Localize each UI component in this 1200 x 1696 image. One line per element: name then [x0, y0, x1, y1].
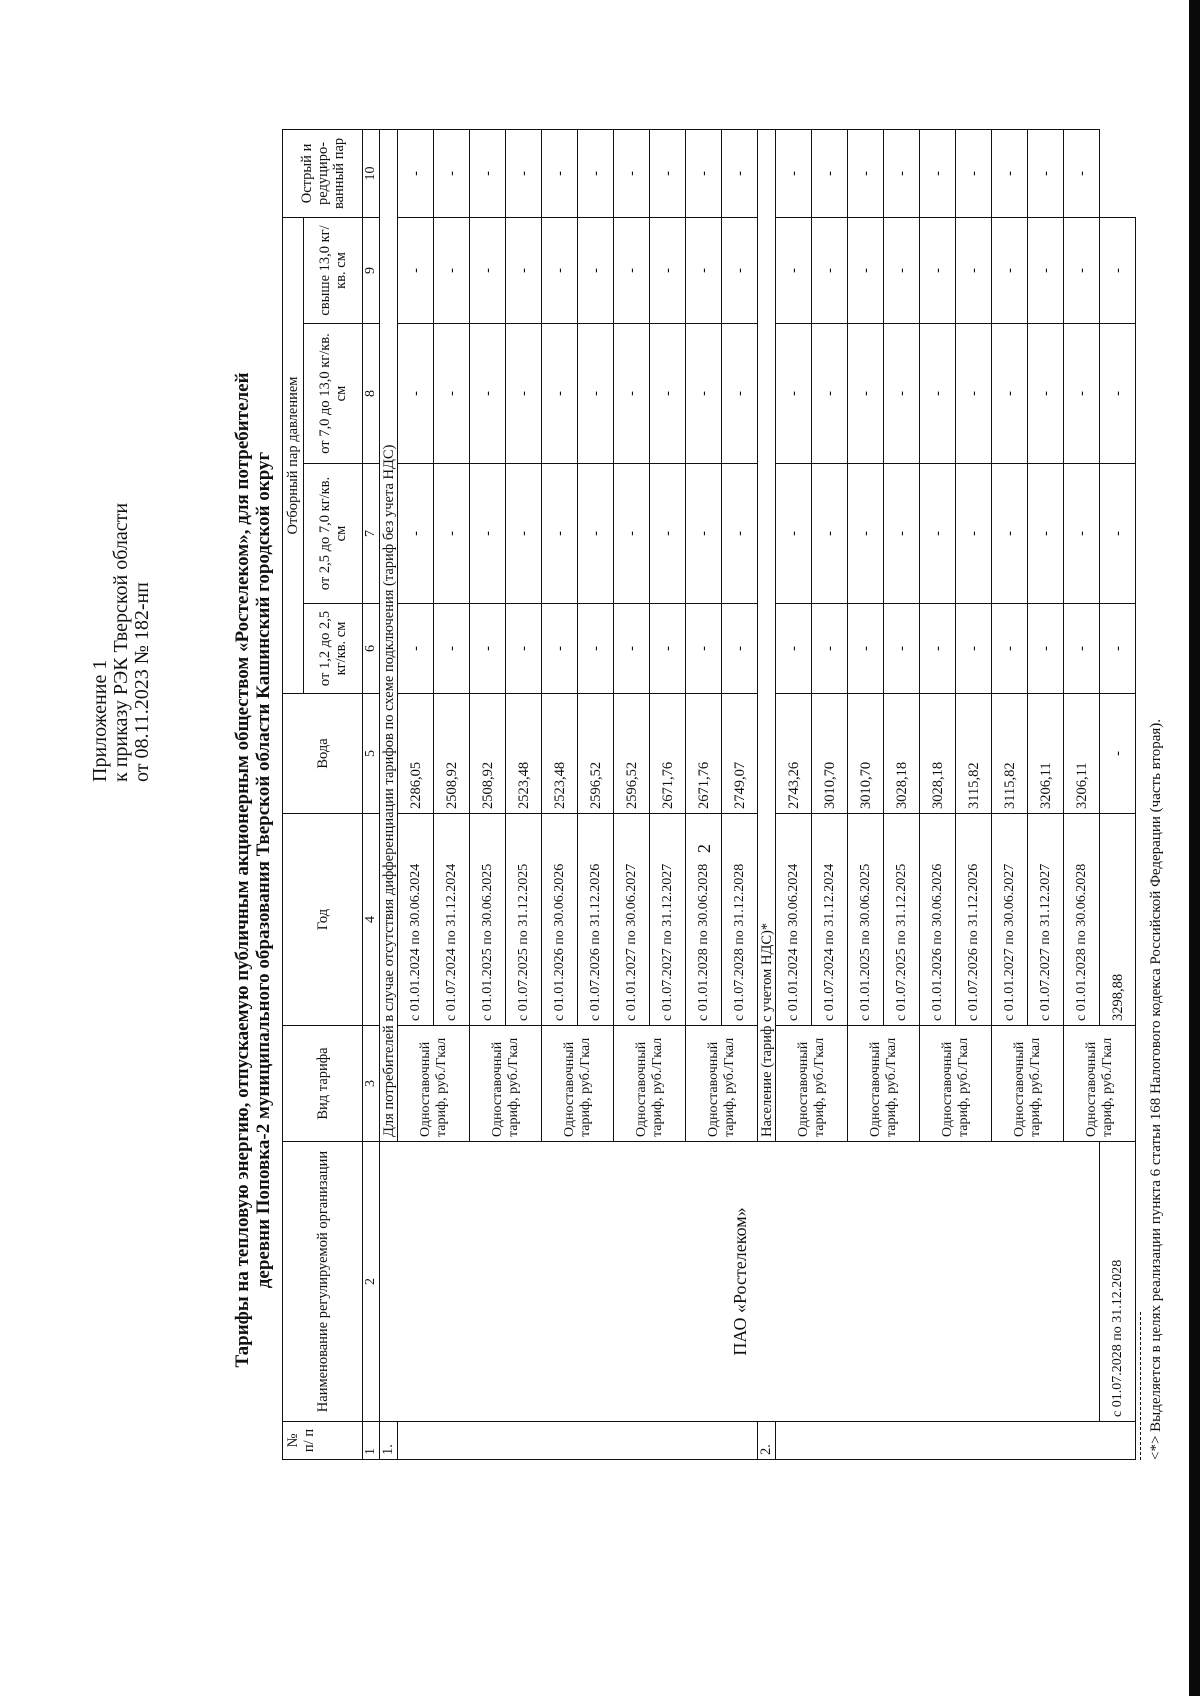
water-tariff: 2523,48 — [506, 694, 542, 814]
water-tariff: 3028,18 — [884, 694, 920, 814]
steam-tariff-dash: - — [722, 324, 758, 464]
tariff-period: с 01.07.2025 по 31.12.2025 — [506, 814, 542, 1026]
steam-tariff-dash: - — [920, 604, 956, 694]
steam-tariff-dash: - — [776, 129, 812, 217]
steam-tariff-dash: - — [650, 464, 686, 604]
annex-block — [90, 262, 153, 782]
col-number: 2 — [363, 1142, 380, 1422]
tariff-kind: Одноставочный тариф, руб./Гкал — [398, 1026, 470, 1142]
steam-tariff-dash: - — [578, 604, 614, 694]
col-number: 8 — [363, 324, 380, 464]
steam-tariff-dash: - — [650, 129, 686, 217]
steam-tariff-dash: - — [722, 604, 758, 694]
annex-line-3: от 08.11.2023 № 182-нп — [131, 582, 153, 782]
steam-tariff-dash: - — [686, 604, 722, 694]
steam-tariff-dash: - — [1100, 604, 1136, 694]
steam-tariff-dash: - — [956, 217, 992, 323]
steam-tariff-dash: - — [470, 604, 506, 694]
water-tariff: 2508,92 — [470, 694, 506, 814]
header-water: Вода — [283, 694, 363, 814]
header-org: Наименование регулируемой организации — [283, 1142, 363, 1422]
footnote: <*> Выделяется в целях реализации пункта 6 статьи 168 Налогового кодекса Российской Федерации (часть вторая). — [1148, 718, 1164, 1460]
steam-tariff-dash: - — [848, 129, 884, 217]
steam-tariff-dash: - — [1064, 129, 1100, 217]
tariff-period: с 01.07.2028 по 31.12.2028 — [722, 814, 758, 1026]
steam-tariff-dash: - — [722, 464, 758, 604]
header-sharp-steam: Острый и редуциро-ванный пар — [283, 129, 363, 217]
tariff-table — [282, 129, 1136, 1460]
tariff-period: с 01.07.2028 по 31.12.2028 — [1100, 1142, 1136, 1422]
steam-tariff-dash: - — [398, 217, 434, 323]
tariff-period: с 01.07.2027 по 31.12.2027 — [1028, 814, 1064, 1026]
steam-tariff-dash: - — [614, 217, 650, 323]
steam-tariff-dash: - — [614, 464, 650, 604]
header-pressure-1: от 1,2 до 2,5 кг/кв. см — [304, 604, 363, 694]
water-tariff: 2743,26 — [776, 694, 812, 814]
scan-edge-bar — [1189, 0, 1200, 1696]
column-number-row — [363, 129, 380, 1459]
steam-tariff-dash: - — [1064, 464, 1100, 604]
col-number: 4 — [363, 814, 380, 1026]
steam-tariff-dash: - — [470, 129, 506, 217]
steam-tariff-dash: - — [542, 217, 578, 323]
col-number: 7 — [363, 464, 380, 604]
annex-line-1: Приложение 1 — [89, 659, 111, 782]
tariff-kind: Одноставочный тариф, руб./Гкал — [686, 1026, 758, 1142]
water-tariff: 2508,92 — [434, 694, 470, 814]
steam-tariff-dash: - — [884, 324, 920, 464]
steam-tariff-dash: - — [1100, 217, 1136, 323]
steam-tariff-dash: - — [848, 464, 884, 604]
tariff-period: с 01.07.2025 по 31.12.2025 — [884, 814, 920, 1026]
tariff-kind: Одноставочный тариф, руб./Гкал — [776, 1026, 848, 1142]
steam-tariff-dash: - — [650, 604, 686, 694]
steam-tariff-dash: - — [1028, 324, 1064, 464]
water-tariff: 3298,88 — [1100, 814, 1136, 1026]
steam-tariff-dash: - — [884, 217, 920, 323]
tariff-period: с 01.01.2026 по 30.06.2026 — [920, 814, 956, 1026]
steam-tariff-dash: - — [686, 324, 722, 464]
steam-tariff-dash: - — [920, 324, 956, 464]
steam-tariff-dash: - — [434, 324, 470, 464]
water-tariff: 3206,11 — [1064, 694, 1100, 814]
steam-tariff-dash: - — [1100, 464, 1136, 604]
steam-tariff-dash: - — [434, 604, 470, 694]
steam-tariff-dash: - — [506, 324, 542, 464]
steam-tariff-dash: - — [920, 129, 956, 217]
steam-tariff-dash: - — [614, 324, 650, 464]
header-pressure-2: от 2,5 до 7,0 кг/кв. см — [304, 464, 363, 604]
water-tariff: 2523,48 — [542, 694, 578, 814]
steam-tariff-dash: - — [722, 217, 758, 323]
tariff-period: с 01.07.2024 по 31.12.2024 — [812, 814, 848, 1026]
water-tariff: 3206,11 — [1028, 694, 1064, 814]
steam-tariff-dash: - — [812, 604, 848, 694]
section-number: 1. — [380, 1422, 398, 1460]
steam-tariff-dash: - — [542, 464, 578, 604]
steam-tariff-dash: - — [956, 129, 992, 217]
steam-tariff-dash: - — [1100, 694, 1136, 814]
steam-tariff-dash: - — [578, 324, 614, 464]
tariff-period: с 01.01.2026 по 30.06.2026 — [542, 814, 578, 1026]
steam-tariff-dash: - — [776, 604, 812, 694]
steam-tariff-dash: - — [956, 464, 992, 604]
tariff-kind: Одноставочный тариф, руб./Гкал — [542, 1026, 614, 1142]
steam-tariff-dash: - — [776, 217, 812, 323]
header-year: Год — [283, 814, 363, 1026]
steam-tariff-dash: - — [992, 217, 1028, 323]
tariff-kind: Одноставочный тариф, руб./Гкал — [1064, 1026, 1136, 1142]
steam-tariff-dash: - — [992, 129, 1028, 217]
steam-tariff-dash: - — [650, 324, 686, 464]
steam-tariff-dash: - — [1100, 324, 1136, 464]
steam-tariff-dash: - — [992, 464, 1028, 604]
title-line-2: деревни Поповка-2 муниципального образования Тверской области Кашинский городской округ — [253, 451, 274, 1289]
steam-tariff-dash: - — [434, 464, 470, 604]
row-number-blank — [398, 1422, 758, 1460]
steam-tariff-dash: - — [398, 129, 434, 217]
col-number: 1 — [363, 1422, 380, 1460]
water-tariff: 3115,82 — [992, 694, 1028, 814]
tariff-period: с 01.07.2026 по 31.12.2026 — [956, 814, 992, 1026]
tariff-period: с 01.07.2027 по 31.12.2027 — [650, 814, 686, 1026]
title-line-1: Тарифы на тепловую энергию, отпускаемую публичным акционерным обществом «Ростелеком», для потребителей — [232, 372, 253, 1368]
section-label: Население (тариф с учетом НДС)* — [758, 129, 776, 1141]
section-number: 2. — [758, 1422, 776, 1460]
header-pressure-3: от 7,0 до 13,0 кг/кв. см — [304, 324, 363, 464]
water-tariff: 3010,70 — [848, 694, 884, 814]
col-number: 3 — [363, 1026, 380, 1142]
steam-tariff-dash: - — [686, 217, 722, 323]
water-tariff: 3115,82 — [956, 694, 992, 814]
steam-tariff-dash: - — [506, 129, 542, 217]
steam-tariff-dash: - — [884, 129, 920, 217]
steam-tariff-dash: - — [686, 129, 722, 217]
organization-name: ПАО «Ростелеком» — [380, 1142, 1100, 1422]
tariff-period: с 01.01.2027 по 30.06.2027 — [992, 814, 1028, 1026]
steam-tariff-dash: - — [542, 604, 578, 694]
steam-tariff-dash: - — [848, 324, 884, 464]
steam-tariff-dash: - — [470, 324, 506, 464]
steam-tariff-dash: - — [578, 217, 614, 323]
tariff-period: с 01.01.2024 по 30.06.2024 — [398, 814, 434, 1026]
steam-tariff-dash: - — [1064, 324, 1100, 464]
water-tariff: 2671,76 — [686, 694, 722, 814]
steam-tariff-dash: - — [992, 604, 1028, 694]
steam-tariff-dash: - — [956, 324, 992, 464]
tariff-period: с 01.01.2028 по 30.06.2028 — [1064, 814, 1100, 1026]
steam-tariff-dash: - — [506, 604, 542, 694]
tariff-period: с 01.01.2025 по 30.06.2025 — [848, 814, 884, 1026]
steam-tariff-dash: - — [434, 129, 470, 217]
steam-tariff-dash: - — [506, 217, 542, 323]
steam-tariff-dash: - — [614, 129, 650, 217]
steam-tariff-dash: - — [542, 324, 578, 464]
steam-tariff-dash: - — [1028, 604, 1064, 694]
steam-tariff-dash: - — [1064, 604, 1100, 694]
steam-tariff-dash: - — [920, 464, 956, 604]
header-steam-group: Отборный пар давлением — [283, 217, 304, 693]
header-pressure-4: свыше 13,0 кг/кв. см — [304, 217, 363, 323]
tariff-kind: Одноставочный тариф, руб./Гкал — [614, 1026, 686, 1142]
steam-tariff-dash: - — [686, 464, 722, 604]
tariff-period: с 01.01.2024 по 30.06.2024 — [776, 814, 812, 1026]
document-title — [232, 320, 274, 1420]
water-tariff: 2596,52 — [614, 694, 650, 814]
tariff-kind: Одноставочный тариф, руб./Гкал — [992, 1026, 1064, 1142]
col-number: 6 — [363, 604, 380, 694]
footnote-divider — [1140, 1312, 1141, 1460]
steam-tariff-dash: - — [776, 464, 812, 604]
tariff-table-body — [380, 129, 1136, 1459]
document-sheet — [0, 50, 1180, 1670]
steam-tariff-dash: - — [506, 464, 542, 604]
row-number-blank — [776, 1422, 1136, 1460]
steam-tariff-dash: - — [884, 464, 920, 604]
steam-tariff-dash: - — [1064, 217, 1100, 323]
steam-tariff-dash: - — [398, 604, 434, 694]
tariff-kind: Одноставочный тариф, руб./Гкал — [470, 1026, 542, 1142]
col-number: 9 — [363, 217, 380, 323]
header-num: № п/ п — [283, 1422, 363, 1460]
steam-tariff-dash: - — [470, 217, 506, 323]
steam-tariff-dash: - — [956, 604, 992, 694]
header-kind: Вид тарифа — [283, 1026, 363, 1142]
steam-tariff-dash: - — [812, 464, 848, 604]
steam-tariff-dash: - — [1028, 464, 1064, 604]
annex-line-2: к приказу РЭК Тверской области — [110, 502, 132, 782]
tariff-row — [1100, 129, 1136, 1459]
steam-tariff-dash: - — [578, 464, 614, 604]
steam-tariff-dash: - — [1028, 217, 1064, 323]
water-tariff: 3010,70 — [812, 694, 848, 814]
steam-tariff-dash: - — [398, 324, 434, 464]
steam-tariff-dash: - — [434, 217, 470, 323]
tariff-period: с 01.01.2028 по 30.06.2028 — [686, 814, 722, 1026]
section-row — [380, 129, 398, 1459]
header-row-1 — [283, 129, 304, 1459]
steam-tariff-dash: - — [848, 217, 884, 323]
steam-tariff-dash: - — [884, 604, 920, 694]
tariff-period: с 01.07.2026 по 31.12.2026 — [578, 814, 614, 1026]
steam-tariff-dash: - — [614, 604, 650, 694]
steam-tariff-dash: - — [722, 129, 758, 217]
tariff-period: с 01.07.2024 по 31.12.2024 — [434, 814, 470, 1026]
steam-tariff-dash: - — [470, 464, 506, 604]
tariff-period: с 01.01.2025 по 30.06.2025 — [470, 814, 506, 1026]
section-label: Для потребителей в случае отсутствия дифференциации тарифов по схеме подключения (тариф без учета НДС) — [380, 129, 398, 1141]
page-number: 2 — [694, 844, 714, 853]
water-tariff: 3028,18 — [920, 694, 956, 814]
steam-tariff-dash: - — [920, 217, 956, 323]
steam-tariff-dash: - — [398, 464, 434, 604]
water-tariff: 2596,52 — [578, 694, 614, 814]
tariff-kind: Одноставочный тариф, руб./Гкал — [848, 1026, 920, 1142]
steam-tariff-dash: - — [848, 604, 884, 694]
steam-tariff-dash: - — [1028, 129, 1064, 217]
water-tariff: 2671,76 — [650, 694, 686, 814]
col-number: 5 — [363, 694, 380, 814]
steam-tariff-dash: - — [542, 129, 578, 217]
tariff-period: с 01.01.2027 по 30.06.2027 — [614, 814, 650, 1026]
steam-tariff-dash: - — [578, 129, 614, 217]
steam-tariff-dash: - — [776, 324, 812, 464]
steam-tariff-dash: - — [650, 217, 686, 323]
steam-tariff-dash: - — [812, 217, 848, 323]
water-tariff: 2286,05 — [398, 694, 434, 814]
col-number: 10 — [363, 129, 380, 217]
water-tariff: 2749,07 — [722, 694, 758, 814]
steam-tariff-dash: - — [812, 324, 848, 464]
steam-tariff-dash: - — [992, 324, 1028, 464]
tariff-kind: Одноставочный тариф, руб./Гкал — [920, 1026, 992, 1142]
steam-tariff-dash: - — [812, 129, 848, 217]
